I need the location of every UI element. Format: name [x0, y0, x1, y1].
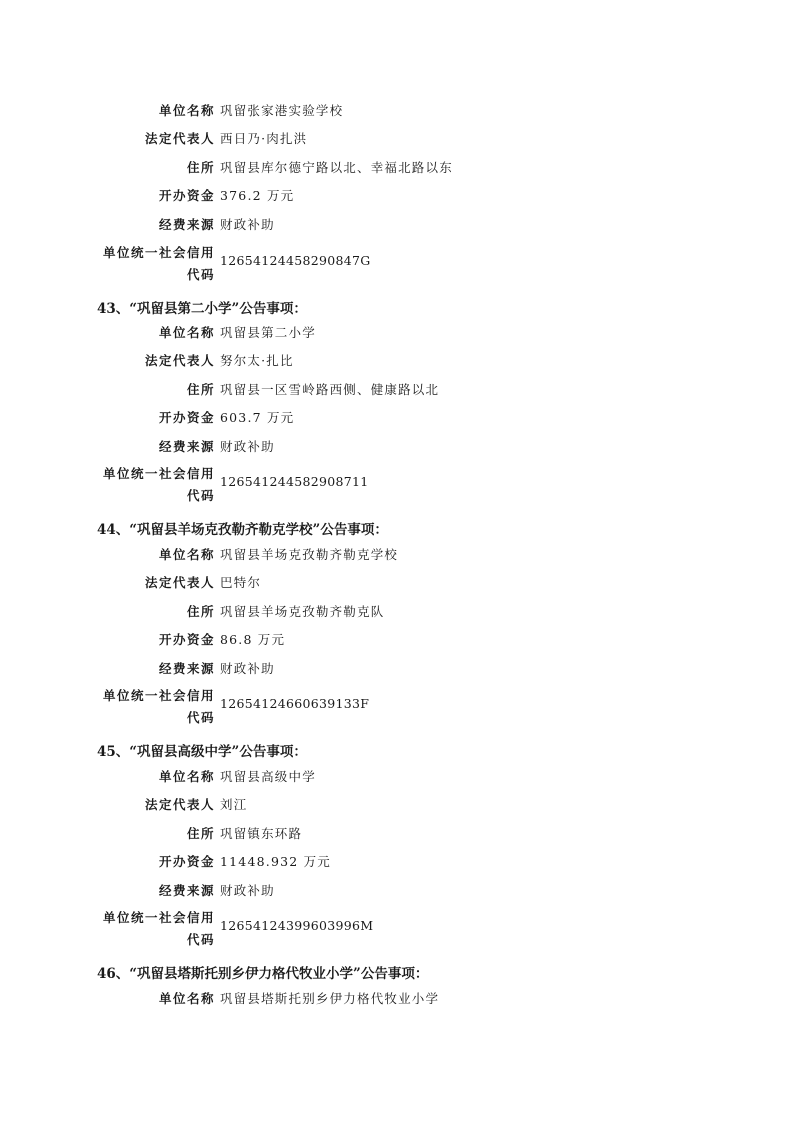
- entry43-code: 126541244582908711: [220, 474, 369, 489]
- entry44-heading: 44、“巩留县羊场克孜勒齐勒克学校”公告事项：: [97, 522, 388, 538]
- entry43-addr-row: [0, 377, 793, 401]
- rep-label: 法定代表人: [144, 131, 215, 146]
- addr-label: 住所: [186, 160, 215, 175]
- entry42-code-row: [0, 242, 793, 286]
- entry42-rep-row: [0, 126, 793, 150]
- entry42-fund: 376.2 万元: [220, 188, 295, 203]
- entry44-rep-row: [0, 570, 793, 594]
- entry45-addr: 巩留镇东环路: [220, 826, 303, 841]
- addr-label: 住所: [186, 382, 215, 397]
- fund-label: 开办资金: [158, 854, 215, 869]
- entry42-source-row: [0, 212, 793, 236]
- entry42-fund-row: [0, 183, 793, 207]
- entry44-code-row: [0, 685, 793, 729]
- code-label-line1: 单位统一社会信用: [102, 910, 215, 925]
- entry43-rep: 努尔太·扎比: [220, 353, 294, 368]
- entry45-code: 12654124399603996M: [220, 918, 374, 933]
- entry42-code: 12654124458290847G: [220, 253, 371, 268]
- entry42-name: 巩留张家港实验学校: [220, 103, 344, 118]
- entry43-heading: 43、“巩留县第二小学”公告事项：: [97, 301, 307, 317]
- entry45-rep: 刘江: [220, 797, 248, 812]
- entry46-name-row: [0, 986, 793, 1010]
- entry44-fund-row: [0, 627, 793, 651]
- code-label-line1: 单位统一社会信用: [102, 688, 215, 703]
- entry45-fund-row: [0, 849, 793, 873]
- entry44-code: 12654124660639133F: [220, 696, 370, 711]
- name-label: 单位名称: [158, 103, 215, 118]
- entry44-addr: 巩留县羊场克孜勒齐勒克队: [220, 604, 385, 619]
- name-label: 单位名称: [158, 547, 215, 562]
- rep-label: 法定代表人: [144, 353, 215, 368]
- code-label-line2: 代码: [186, 932, 215, 947]
- source-label: 经费来源: [158, 439, 215, 454]
- source-label: 经费来源: [158, 217, 215, 232]
- fund-label: 开办资金: [158, 632, 215, 647]
- entry45-fund: 11448.932 万元: [220, 854, 331, 869]
- entry44-source-row: [0, 656, 793, 680]
- entry43-rep-row: [0, 348, 793, 372]
- entry45-addr-row: [0, 821, 793, 845]
- code-label-line2: 代码: [186, 267, 215, 282]
- entry43-source: 财政补助: [220, 439, 275, 454]
- entry45-source: 财政补助: [220, 883, 275, 898]
- entry42-rep: 西日乃·肉扎洪: [220, 131, 308, 146]
- entry43-source-row: [0, 434, 793, 458]
- source-label: 经费来源: [158, 883, 215, 898]
- addr-label: 住所: [186, 826, 215, 841]
- code-label-line1: 单位统一社会信用: [102, 466, 215, 481]
- rep-label: 法定代表人: [144, 575, 215, 590]
- entry45-name: 巩留县高级中学: [220, 769, 316, 784]
- code-label-line2: 代码: [186, 488, 215, 503]
- name-label: 单位名称: [158, 991, 215, 1006]
- entry44-addr-row: [0, 599, 793, 623]
- entry43-name: 巩留县第二小学: [220, 325, 316, 340]
- fund-label: 开办资金: [158, 188, 215, 203]
- name-label: 单位名称: [158, 769, 215, 784]
- addr-label: 住所: [186, 604, 215, 619]
- fund-label: 开办资金: [158, 410, 215, 425]
- code-label: [103, 463, 215, 507]
- entry42-name-row: [0, 98, 793, 122]
- rep-label: 法定代表人: [144, 797, 215, 812]
- entry46-name: 巩留县塔斯托别乡伊力格代牧业小学: [220, 991, 440, 1006]
- entry44-rep: 巴特尔: [220, 575, 262, 590]
- code-label: [103, 685, 215, 729]
- entry43-name-row: [0, 320, 793, 344]
- entry45-source-row: [0, 878, 793, 902]
- entry45-code-row: [0, 907, 793, 951]
- entry45-heading: 45、“巩留县高级中学”公告事项：: [97, 744, 307, 760]
- entry44-source: 财政补助: [220, 661, 275, 676]
- entry44-name: 巩留县羊场克孜勒齐勒克学校: [220, 547, 399, 562]
- code-label: [103, 242, 215, 286]
- entry44-fund: 86.8 万元: [220, 632, 286, 647]
- source-label: 经费来源: [158, 661, 215, 676]
- entry42-source: 财政补助: [220, 217, 275, 232]
- entry43-fund: 603.7 万元: [220, 410, 295, 425]
- entry43-addr: 巩留县一区雪岭路西侧、健康路以北: [220, 382, 440, 397]
- code-label-line2: 代码: [186, 710, 215, 725]
- name-label: 单位名称: [158, 325, 215, 340]
- entry46-heading: 46、“巩留县塔斯托别乡伊力格代牧业小学”公告事项：: [97, 966, 429, 982]
- entry45-name-row: [0, 764, 793, 788]
- entry45-rep-row: [0, 792, 793, 816]
- entry43-fund-row: [0, 405, 793, 429]
- code-label-line1: 单位统一社会信用: [102, 245, 215, 260]
- entry42-addr-row: [0, 155, 793, 179]
- entry43-code-row: [0, 463, 793, 507]
- entry44-name-row: [0, 542, 793, 566]
- code-label: [103, 907, 215, 951]
- entry42-addr: 巩留县库尔德宁路以北、幸福北路以东: [220, 160, 453, 175]
